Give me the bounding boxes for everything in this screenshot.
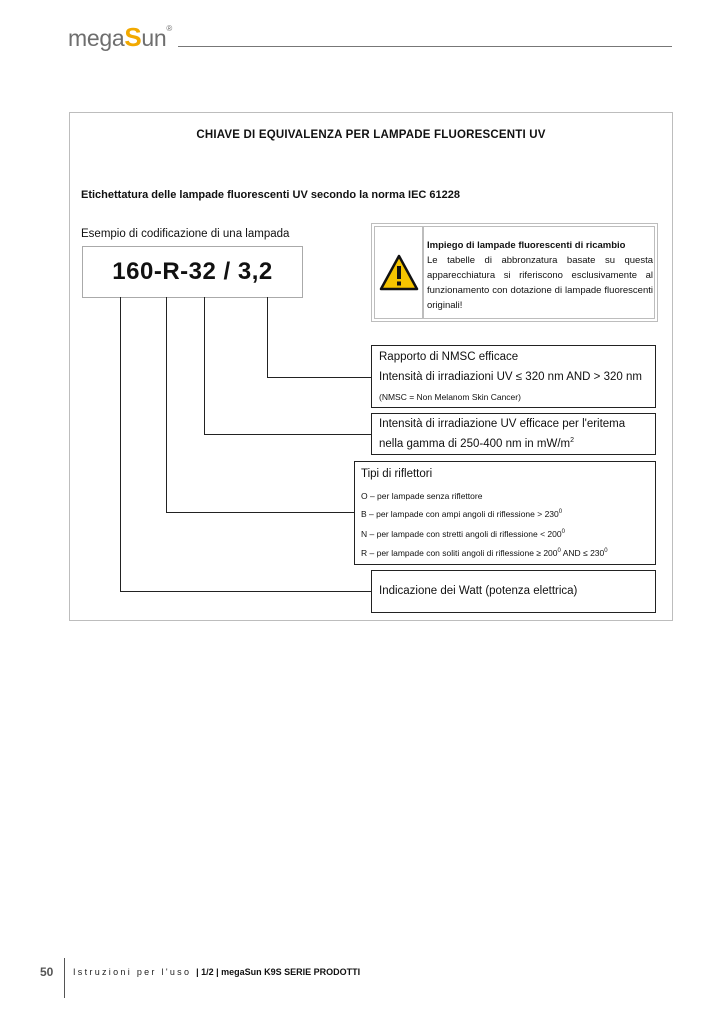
warning-triangle-icon [379, 254, 419, 292]
reflector-type-r: R – per lampade con soliti angoli di riflessione ≥ $200^0$ AND ≤ $230^0$ [361, 548, 608, 558]
reflector-types-title: Tipi di riflettori [361, 468, 433, 480]
warning-box [371, 223, 658, 322]
warning-text-cell [423, 226, 655, 319]
nmsc-ratio-box [371, 345, 656, 408]
erythema-line-2: nella gamma di 250-400 nm in $mW/m^2$ [379, 437, 575, 450]
watts-box [371, 570, 656, 613]
reflector-type-b: B – per lampade con ampi angoli di riflessione > $230^0$ [361, 509, 563, 519]
footer-separator [64, 958, 65, 998]
reflector-type-o: O – per lampade senza riflettore [361, 491, 483, 501]
connector-reflector-vertical [166, 297, 167, 513]
connector-reflector-horizontal [166, 512, 354, 513]
warning-body: Le tabelle di abbronzatura basate su questa apparecchiatura si riferiscono esclusivamente al funzionamento con dotazione di lampade fluorescenti originali! [427, 255, 653, 311]
warning-icon-cell [374, 226, 423, 319]
erythema-line-1: Intensità di irradiazione UV efficace per l'eritema [379, 418, 626, 430]
reflector-types-box [354, 461, 656, 565]
footer-text: Istruzioni per l'uso | 1/2 | megaSun K9S SERIE PRODOTTI [73, 967, 361, 977]
watts-text: Indicazione dei Watt (potenza elettrica) [379, 585, 578, 597]
lamp-code: 160-R-32 / 3,2 [82, 246, 303, 298]
equivalence-key-panel [69, 112, 673, 621]
nmsc-title: Rapporto di NMSC efficace [379, 351, 519, 363]
connector-erythema-vertical [204, 297, 205, 435]
header-rule [178, 46, 672, 47]
reflector-type-n: N – per lampade con stretti angoli di riflessione < $200^0$ [361, 529, 565, 539]
nmsc-note: (NMSC = Non Melanom Skin Cancer) [379, 392, 521, 402]
brand-logo: megaSun® [68, 22, 172, 52]
nmsc-definition: Intensità di irradiazioni UV ≤ 320 nm AND > 320 nm [379, 371, 642, 383]
page-number: 50 [40, 965, 54, 979]
connector-nmsc-horizontal [267, 377, 371, 378]
erythema-box [371, 413, 656, 455]
example-label: Esempio di codificazione di una lampada [81, 228, 290, 240]
warning-title: Impiego di lampade fluorescenti di ricambio [427, 240, 626, 251]
connector-watts-horizontal [120, 591, 371, 592]
connector-nmsc-vertical [267, 297, 268, 378]
section-title: CHIAVE DI EQUIVALENZA PER LAMPADE FLUORESCENTI UV [196, 129, 546, 141]
connector-watts-vertical [120, 297, 121, 592]
connector-erythema-horizontal [204, 434, 371, 435]
section-subtitle: Etichettatura delle lampade fluorescenti UV secondo la norma IEC 61228 [81, 189, 461, 201]
